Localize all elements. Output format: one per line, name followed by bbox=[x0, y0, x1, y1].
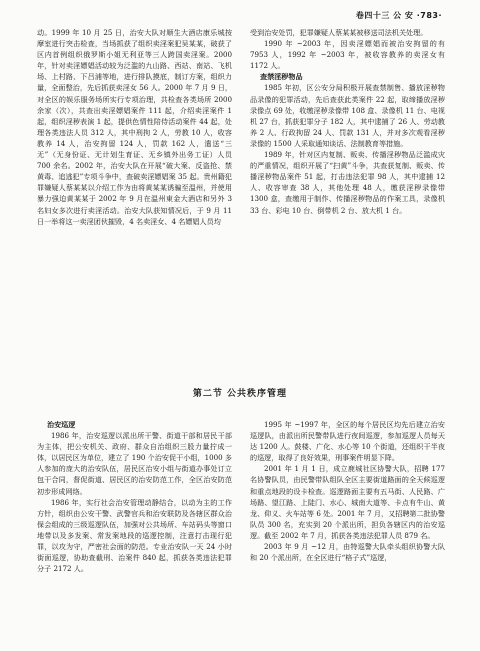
paragraph: 2003 年 9 月 ~12 月，由特巡警大队牵头组织协警大队和 20 个派出所，在全区进行“格子式”巡逻， bbox=[250, 542, 445, 563]
running-header: 卷四十三 公 安 ·783· bbox=[355, 11, 442, 20]
subsection-heading: 治安巡逻 bbox=[47, 420, 76, 429]
paragraph: 1995 年 ~1997 年，全区的每个居民区均先后建立治安巡逻队，由派出所民警带队进行夜间巡逻，参加巡逻人员每天达 1200 人。鼓楼、广化、水心等 10 个街道，还组织干半夜的巡逻，取得了良好效果，刑事案件明显下降。 bbox=[250, 420, 445, 463]
bottom-left-column bbox=[37, 419, 232, 574]
paragraph: 1989 年，针对区内复制、贩卖、传播淫秽物品泛滥成灾的严重情况，组织开展了“扫黄”斗争，共查获复制、贩卖、传播淫秽物品案件 51 起，打击违法犯罪 98 人，其中逮捕 12 人、收容审查 38 人，其他处理 48 人，缴获淫秽录像带 1300 盒，查缴用于制作、传播淫秽物品的作案工具，录像机 33 台、彩电 10 台、倒带机 2 台、放大机 1 台。 bbox=[250, 150, 445, 215]
top-right-column bbox=[250, 27, 445, 216]
top-left-column bbox=[37, 27, 232, 227]
paragraph: 1986 年，治安巡逻以派出所干警、街道干部和居民干部为主体，把公安机关、政府、群众自治组织三股力量拧成一体，以居民区为单位，建立了 190 个治安促干小组，1000 多人参加的庞大的治安队伍，居民区治安小组与街道办事处订立包干合同，督促街道、居民区的治安防范工作，全区治安防范初步形成网络。 bbox=[37, 431, 232, 496]
paragraph: 1986 年，实行社会治安管理动静结合，以动为主的工作方针，组织由公安干警、武警官兵和治安联防及各辖区群众治保会组成的三级巡逻队伍，加强对公共场所、车站码头等窗口地带以及多发案、常发案地段的巡逻控制，注意打击现行犯罪，以攻为守，严密社会面的防范。专业治安队一天 24 小时街面巡逻，协助查截刑、治案件 840 起，抓获各类违法犯罪分子 2172 人。 bbox=[37, 497, 232, 574]
paragraph: 2001 年 1 月 1 日，成立鹿城社区协警大队，招聘 177 名协警队员，由民警带队组队全区主要街道路面的全天候巡逻和重点地段的设卡检查。巡逻路面主要有五马街、人民路、广场路、望江路、上陡门、水心、城南大道等、卡点有牛山、黄龙、仰义、火车站等 6 处。2001 年 7 月，又招聘第二批协警队员 300 名，充实到 20 个派出所，担负各辖区内的治安巡逻。截至 2002 年 7 月，抓获各类违法犯罪人员 879 名。 bbox=[250, 464, 445, 540]
subsection-heading: 查禁淫秽物品 bbox=[260, 72, 303, 82]
bottom-right-column bbox=[250, 419, 445, 563]
section-title: 第二节 公共秩序管理 bbox=[192, 389, 288, 399]
paragraph: 受到治安处罚，犯罪嫌疑人蔡某某被移送司法机关处理。 bbox=[250, 28, 428, 37]
paragraph: 1990 年 ~2003 年，因卖淫嫖娼而被治安拘留的有 7953 人，1992 年 ~2003 年，被收容教养的卖淫女有 1172 人。 bbox=[250, 39, 445, 71]
paragraph: 动。1999 年 10 月 25 日，治安大队对顺生大酒店康乐城按摩室进行突击检查，当场抓获了组织卖淫案犯吴某某，破获了区内首例组织俄罗斯小姐无利亚等三人跨国卖淫案。2000 年，针对卖淫嫖娼活动较为泛滥的九山路、西站、南站、飞机场、上村路、下吕浦等地，进行排队摸底，制订方案，组织力量，全面整治，先后抓获卖淫女 56 人。2000 年 7 月 9 日，对全区的娱乐服务场所实行专项治理，共检查各类场所 2000 余家（次），共查出卖淫嫖娼案件 111 起，介绍卖淫案件 1 起，组织淫秽表演 1 起，提供色情性陪侍活动案件 44 起，处理各类违法人员 312 人，其中刑拘 2 人，劳教 10 人，收容教养 14 人，治安拘留 124 人，罚款 162 人，遣送“三无”（无身份证、无计划生育证、无乡镇外出务工证）人员 700 余名。2002 年，治安大队在开展“破大案、反盗抢、禁黄毒、追逃犯”专项斗争中，查破卖淫嫖娼案 35 起。贵州籍犯罪嫌疑人蔡某某以介绍工作为由将黄某某诱骗至温州，并使用暴力强迫黄某某于 2002 年 9 月在温州東金大酒店和另外 3 名妇女多次进行卖淫活动。治安大队获知情况后，于 9 月 11 日一举将这一卖淫团伙摧毁，4 名卖淫女、4 名嫖娼人员均 bbox=[37, 28, 232, 226]
paragraph: 1985 年初，区公安分局积极开展查禁制售、播放淫秽物品录像的犯罪活动，先后查获此类案件 22 起，取缔播放淫秽录像点 69 处，收缴淫秽录像带 108 盒、录像机 11 台、电视机 27 台，抓获犯罪分子 182 人，其中逮捕了 26 人、劳动教养 2 人、行政拘留 24 人、罚款 131 人，并对多次观看淫秽录像的 1500 人采取通知谈话、法制教育等措施。 bbox=[250, 83, 445, 148]
